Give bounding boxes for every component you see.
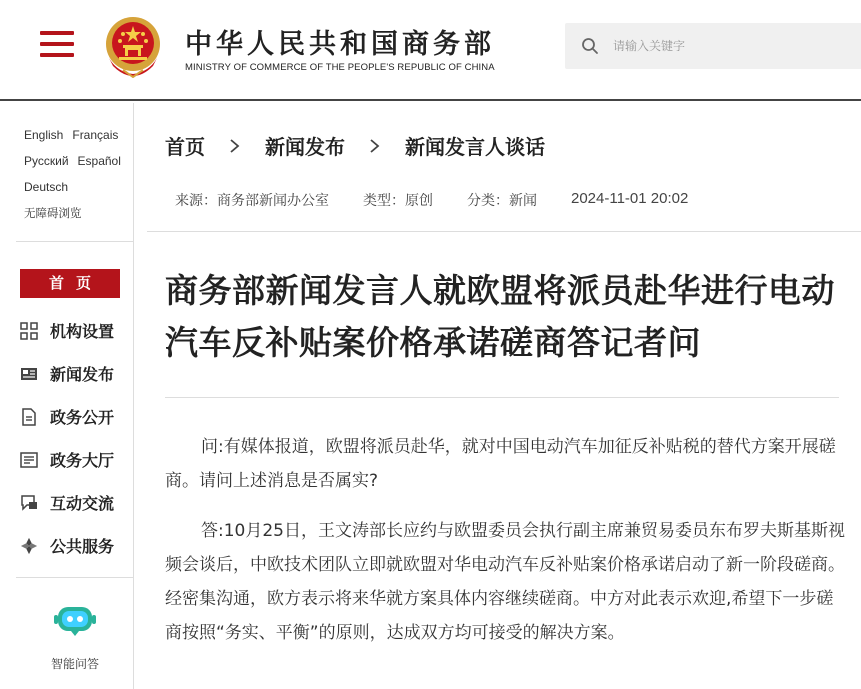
article-meta bbox=[175, 190, 722, 210]
document-icon bbox=[20, 408, 38, 426]
search-input[interactable] bbox=[613, 39, 843, 53]
lang-german-link[interactable]: Deutsch bbox=[24, 180, 69, 194]
site-subtitle: MINISTRY OF COMMERCE OF THE PEOPLE'S REPUBLIC OF CHINA bbox=[185, 62, 495, 73]
sidebar-item-label: 机构设置 bbox=[50, 322, 115, 341]
sidebar-item-news[interactable] bbox=[20, 352, 134, 395]
sidebar-item-label: 政务公开 bbox=[50, 408, 115, 427]
newspaper-icon bbox=[20, 365, 38, 383]
chevron-right-icon bbox=[229, 138, 241, 154]
title-divider bbox=[165, 397, 839, 398]
sidebar-item-gov-affairs[interactable] bbox=[20, 395, 134, 438]
site-title[interactable]: 中华人民共和国商务部 bbox=[185, 29, 495, 60]
lang-spanish-link[interactable]: Español bbox=[77, 154, 121, 168]
lang-french-link[interactable]: Français bbox=[72, 128, 119, 142]
article-paragraph: 答:10月25日，王文涛部长应约与欧盟委员会执行副主席兼贸易委员东布罗夫斯基斯视频会谈后，中欧技术团队立即就欧盟对华电动汽车反补贴案价格承诺启动了新一阶段磋商。经密集沟通，欧方表示将来华就方案具体内容继续磋商。中方对此表示欢迎,希望下一步磋商按照“务实、平衡”的原则，达成双方均可接受的解决方案。 bbox=[165, 521, 845, 643]
chat-icon bbox=[20, 494, 38, 512]
meta-category: 分类：新闻 bbox=[467, 193, 537, 209]
article-body bbox=[165, 430, 845, 666]
lang-russian-link[interactable]: Русский bbox=[24, 154, 69, 168]
content-divider bbox=[147, 231, 861, 232]
sidebar-item-label: 政务大厅 bbox=[50, 451, 115, 470]
sidebar-item-label: 公共服务 bbox=[50, 537, 115, 556]
ai-assistant-button[interactable] bbox=[16, 603, 134, 672]
article-paragraph: 问:有媒体报道，欧盟将派员赴华，就对中国电动汽车加征反补贴税的替代方案开展磋商。请问上述消息是否属实? bbox=[165, 437, 836, 491]
meta-source: 来源：商务部新闻办公室 bbox=[175, 193, 329, 209]
lang-english-link[interactable]: English bbox=[24, 128, 64, 142]
sidebar-nav bbox=[20, 309, 134, 567]
meta-type: 类型：原创 bbox=[363, 193, 433, 209]
hall-list-icon bbox=[20, 451, 38, 469]
national-emblem-icon[interactable] bbox=[103, 14, 163, 78]
meta-datetime: 2024-11-01 20:02 bbox=[571, 190, 689, 207]
breadcrumb-home[interactable]: 首页 bbox=[165, 135, 205, 159]
sidebar-item-home[interactable]: 首页 bbox=[20, 269, 120, 298]
hamburger-menu-icon[interactable] bbox=[40, 31, 74, 59]
sidebar-divider bbox=[16, 577, 134, 578]
article-title: 商务部新闻发言人就欧盟将派员赴华进行电动汽车反补贴案价格承诺磋商答记者问 bbox=[165, 271, 835, 362]
breadcrumb-spokesperson[interactable]: 新闻发言人谈话 bbox=[405, 135, 545, 159]
sidebar-item-organization[interactable] bbox=[20, 309, 134, 352]
robot-icon bbox=[53, 603, 97, 637]
sidebar-divider bbox=[16, 241, 134, 242]
sidebar-item-label: 新闻发布 bbox=[50, 365, 115, 384]
ai-assistant-label: 智能问答 bbox=[50, 657, 99, 671]
site-header bbox=[0, 0, 861, 101]
service-icon bbox=[20, 537, 38, 555]
breadcrumb-news[interactable]: 新闻发布 bbox=[265, 135, 345, 159]
sidebar-item-label: 互动交流 bbox=[50, 494, 115, 513]
sidebar-item-service-hall[interactable] bbox=[20, 438, 134, 481]
breadcrumb bbox=[165, 131, 545, 160]
chevron-right-icon bbox=[369, 138, 381, 154]
language-switcher bbox=[24, 127, 134, 231]
grid-icon bbox=[20, 322, 38, 340]
search-icon[interactable] bbox=[581, 37, 599, 55]
accessible-browsing-link[interactable]: 无障碍浏览 bbox=[24, 206, 82, 220]
sidebar-item-interaction[interactable] bbox=[20, 481, 134, 524]
sidebar bbox=[0, 103, 134, 689]
search-box[interactable] bbox=[565, 23, 861, 69]
sidebar-item-public-service[interactable] bbox=[20, 524, 134, 567]
